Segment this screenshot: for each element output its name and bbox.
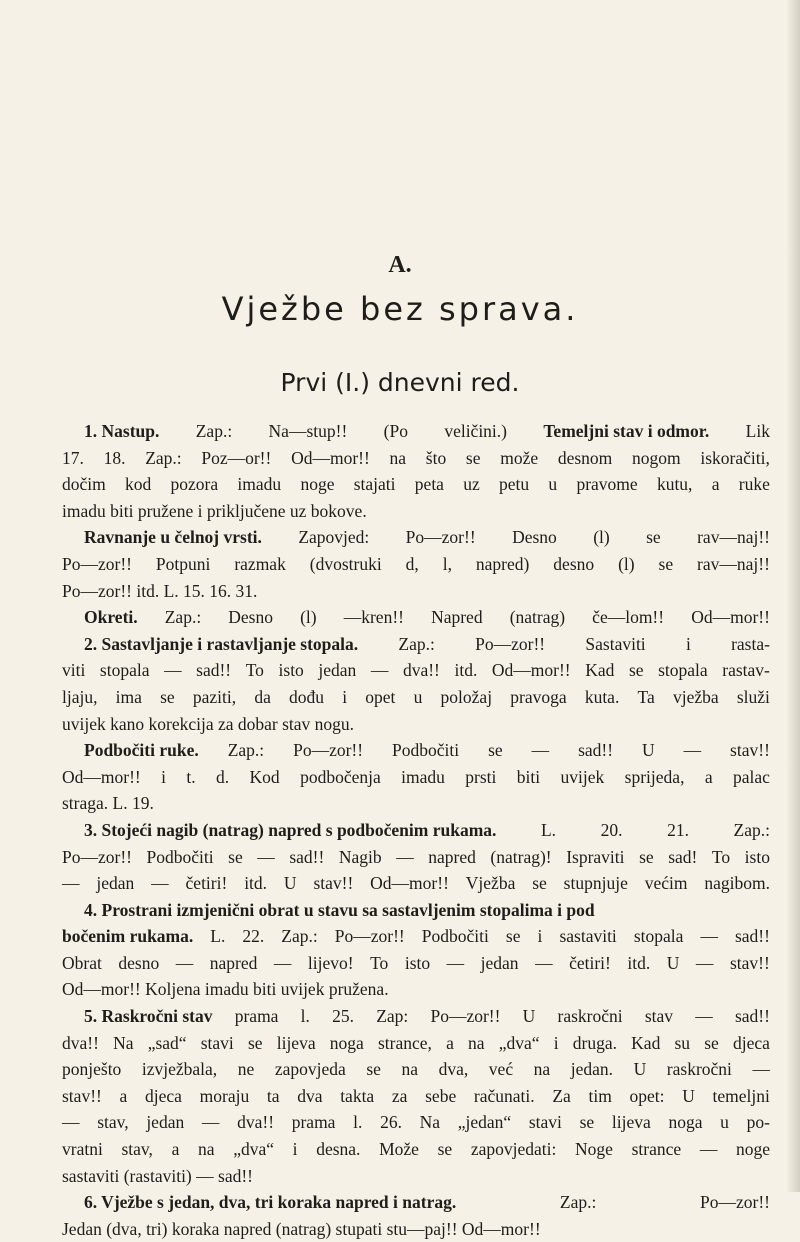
text-line: Po—zor!! Podbočiti se — sad!! Nagib — napred (natrag)! Ispraviti se sad! To isto [62, 846, 770, 867]
text-line: Jedan (dva, tri) koraka napred (natrag) stupati stu—paj!! Od—mor!! [62, 1218, 541, 1239]
text-line: Od—mor!! Koljena imadu biti uvijek pružena. [62, 979, 389, 1000]
text-line: sastaviti (rastaviti) — sad!! [62, 1165, 253, 1186]
text-line: 17. 18. Zap.: Poz—or!! Od—mor!! na što se može desnom nogom iskoračiti, [62, 447, 770, 468]
text-line: vratni stav, a na „dva“ i desna. Može se zapovjedati: Noge strance — noge [62, 1139, 770, 1160]
text-line: dočim kod pozora imadu noge stajati peta uz petu u pravome kutu, a ruke [62, 474, 770, 495]
text-line: bočenim rukama. L. 22. Zap.: Po—zor!! Podbočiti se i sastaviti stopala — sad!! [62, 926, 770, 947]
section-letter: A. [388, 252, 412, 278]
text-line: stav!! a djeca moraju ta dva takta za sebe računati. Za tim opet: U temeljni [62, 1085, 770, 1106]
text-line: Po—zor!! itd. L. 15. 16. 31. [62, 580, 258, 601]
text-line: — stav, jedan — dva!! prama l. 26. Na „jedan“ stavi se lijeva noga u po- [62, 1112, 770, 1133]
text-line: uvijek kano korekcija za dobar stav nogu. [62, 713, 355, 734]
text-line: ponješto izvježbala, ne zapovjeda se na dva, već na jedan. U raskročni — [62, 1059, 770, 1080]
text-line: ljaju, ima se paziti, da dođu i opet u položaj pravoga kuta. Ta vježba služi [62, 686, 770, 707]
text-line: 1. Nastup. Zap.: Na—stup!! (Po veličini.) Temeljni stav i odmor. Lik [84, 421, 770, 441]
page-edge-shadow [786, 0, 800, 1192]
text-line: 4. Prostrani izmjenični obrat u stavu sa sastavljenim stopalima i pod [84, 899, 595, 920]
text-line: 2. Sastavljanje i rastavljanje stopala. Zap.: Po—zor!! Sastaviti i rasta- [84, 633, 770, 654]
text-line: viti stopala — sad!! To isto jedan — dva!! itd. Od—mor!! Kad se stopala rastav- [62, 660, 770, 681]
text-line: dva!! Na „sad“ stavi se lijeva noga strance, a na „dva“ i druga. Kad su se djeca [62, 1032, 770, 1053]
text-line: Obrat desno — napred — lijevo! To isto — jedan — četiri! itd. U — stav!! [62, 952, 770, 973]
text-line: imadu biti pružene i priključene uz bokove. [62, 500, 367, 521]
body-text [62, 418, 770, 1242]
text-line: 5. Raskročni stav prama l. 25. Zap: Po—zor!! U raskročni stav — sad!! [84, 1006, 770, 1027]
text-line: Po—zor!! Potpuni razmak (dvostruki d, l, napred) desno (l) se rav—naj!! [62, 553, 770, 574]
text-line: 6. Vježbe s jedan, dva, tri koraka napred i natrag. Zap.: Po—zor!! [84, 1192, 770, 1213]
text-line: — jedan — četiri! itd. U stav!! Od—mor!! Vježba se stupnjuje većim nagibom. [62, 873, 770, 894]
text-line: Okreti. Zap.: Desno (l) —kren!! Napred (natrag) če—lom!! Od—mor!! [84, 607, 770, 628]
text-line: Ravnanje u čelnoj vrsti. Zapovjed: Po—zor!! Desno (l) se rav—naj!! [84, 527, 770, 548]
text-line: 3. Stojeći nagib (natrag) napred s podbočenim rukama. L. 20. 21. Zap.: [84, 819, 770, 840]
text-line: straga. L. 19. [62, 793, 154, 814]
section-title: Vježbe bez sprava. [221, 290, 579, 328]
subsection-title: Prvi (I.) dnevni red. [280, 368, 520, 397]
text-line: Od—mor!! i t. d. Kod podbočenja imadu prsti biti uvijek sprijeda, a palac [62, 766, 770, 787]
text-line: Podbočiti ruke. Zap.: Po—zor!! Podbočiti se — sad!! U — stav!! [84, 740, 770, 761]
